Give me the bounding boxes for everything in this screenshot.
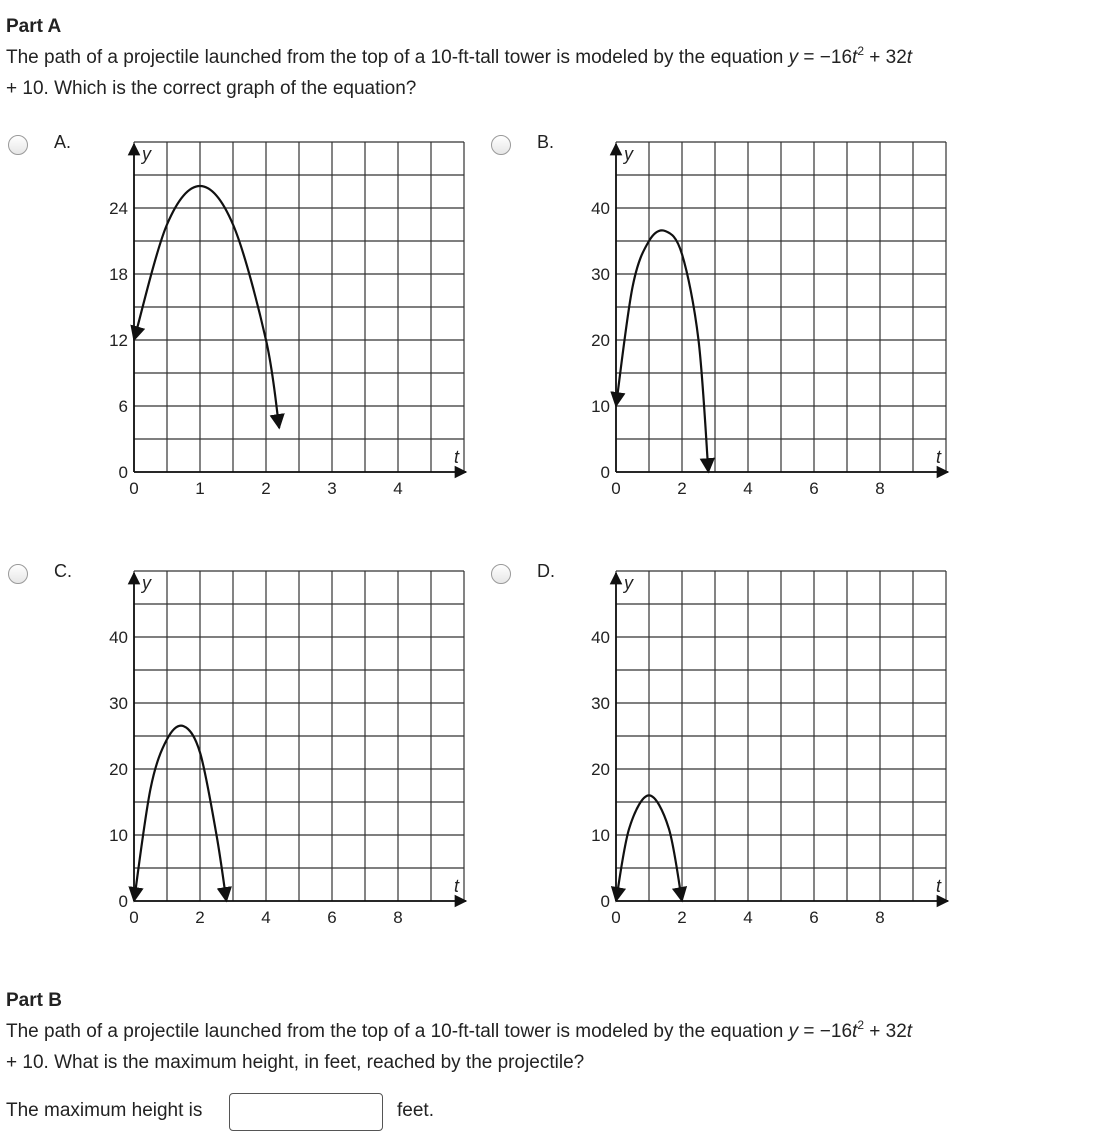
x-tick-label: 0 <box>129 908 139 927</box>
x-tick-label: 8 <box>875 479 885 498</box>
y-tick-label: 12 <box>109 331 128 350</box>
x-tick-label: 2 <box>195 908 205 927</box>
option-c-radio[interactable] <box>8 564 28 584</box>
x-tick-label: 0 <box>611 479 621 498</box>
part-a-title: Part A <box>6 16 62 37</box>
y-tick-label: 20 <box>591 760 610 779</box>
y-axis-label: y <box>142 573 151 593</box>
y-tick-label: 30 <box>591 694 610 713</box>
y-tick-label: 40 <box>109 628 128 647</box>
option-d-label: D. <box>537 561 555 581</box>
x-tick-label: 4 <box>393 479 403 498</box>
answer-prefix: The maximum height is <box>6 1100 203 1121</box>
y-axis-label: y <box>624 573 633 593</box>
y-tick-label: 20 <box>591 331 610 350</box>
y-tick-label: 10 <box>109 826 128 845</box>
x-tick-label: 4 <box>743 479 753 498</box>
part-b-question: The path of a projectile launched from the top of a 10-ft-tall tower is modeled by the equation $y = -16t^2 + 32t$ + 10. What is the maximum height, in feet, reached by the projectile? <box>6 1018 913 1073</box>
graph-option-a <box>90 138 470 513</box>
x-axis-label: t <box>936 447 942 467</box>
x-tick-label: 6 <box>809 479 819 498</box>
y-tick-label: 10 <box>591 826 610 845</box>
x-tick-label: 3 <box>327 479 337 498</box>
y-axis-label: y <box>624 144 633 164</box>
answer-suffix: feet. <box>397 1100 434 1121</box>
x-tick-label: 6 <box>327 908 337 927</box>
y-tick-label: 40 <box>591 628 610 647</box>
max-height-input[interactable] <box>229 1093 383 1131</box>
option-a-radio[interactable] <box>8 135 28 155</box>
x-tick-label: 8 <box>393 908 403 927</box>
y-tick-label: 30 <box>591 265 610 284</box>
x-tick-label: 8 <box>875 908 885 927</box>
x-tick-label: 0 <box>611 908 621 927</box>
x-tick-label: 4 <box>743 908 753 927</box>
x-tick-label: 4 <box>261 908 271 927</box>
y-tick-label: 0 <box>600 463 610 482</box>
y-tick-label: 10 <box>591 397 610 416</box>
part-a-question: The path of a projectile launched from the top of a 10-ft-tall tower is modeled by the equation $y = -16t^2 + 32t$ + 10. Which is the correct graph of the equation? <box>6 44 913 99</box>
y-axis-label: y <box>142 144 151 164</box>
x-tick-label: 2 <box>261 479 271 498</box>
x-tick-label: 6 <box>809 908 819 927</box>
x-tick-label: 2 <box>677 908 687 927</box>
y-tick-label: 0 <box>118 892 128 911</box>
series-curve <box>616 230 708 472</box>
option-b-radio[interactable] <box>491 135 511 155</box>
x-tick-label: 0 <box>129 479 139 498</box>
x-axis-label: t <box>454 876 460 896</box>
series-curve <box>134 726 226 901</box>
x-axis-label: t <box>454 447 460 467</box>
y-tick-label: 0 <box>600 892 610 911</box>
y-tick-label: 24 <box>109 199 128 218</box>
y-tick-label: 30 <box>109 694 128 713</box>
y-tick-label: 20 <box>109 760 128 779</box>
x-tick-label: 1 <box>195 479 205 498</box>
y-tick-label: 40 <box>591 199 610 218</box>
y-tick-label: 6 <box>118 397 128 416</box>
option-a-label: A. <box>54 132 72 152</box>
option-c-label: C. <box>54 561 72 581</box>
option-d-radio[interactable] <box>491 564 511 584</box>
graph-option-c <box>90 567 470 942</box>
part-b-title: Part B <box>6 990 62 1011</box>
x-axis-label: t <box>936 876 942 896</box>
option-b-label: B. <box>537 132 555 152</box>
graph-option-b <box>572 138 952 513</box>
y-tick-label: 18 <box>109 265 128 284</box>
y-tick-label: 0 <box>118 463 128 482</box>
graph-option-d <box>572 567 952 942</box>
x-tick-label: 2 <box>677 479 687 498</box>
